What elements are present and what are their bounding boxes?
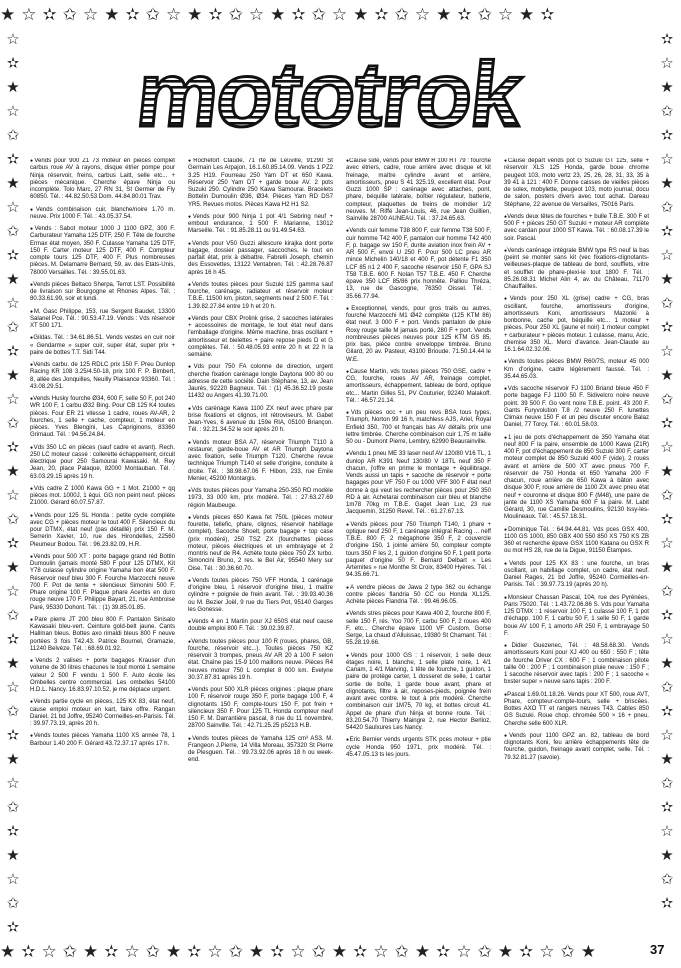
classified-ad: ● Vds pièces occ + un peu revs BSA tous types, Triumph, Norton 99 16 h, matchless AJS, Ariel, Royal Enfield 350, 700 et français bas AV détails prix une lettre timbrée. Cherche combinaison cuir 1,75 m taille 50 ou - Dumont Pierre, Lembry, 62990 Beaurainville. [346,410,491,446]
classified-ad: ● Pascal 1.69.01.18.26. Vends pour XT 500, roue AVT, Phare, compteur-compte-tours, selle + briscées. Bottes AXO TT et rangers neuves T43. Cables 850 GS Suzuki. Roue chop. chromée 500 × 16 + pneu. Cherche selle 600 XLR. [504,692,649,728]
classified-ad: ● Vends combinaison cuir, blanche/noire 1,70 m. neuve. Prix 1000 F. Tél. : 43.05.37.54. [30,207,175,222]
classified-ad: ● Vds carénage Kawa 1100 ZX neuf avec phare par brise fixations et clignos, int rétroviseurs. M. Gabet Jean-Yves, 6 avenue du 159e RIA, 05100 Briançon. Tél. : 92.21.34.52 le soir après 20 h. [188,406,333,435]
classified-ad: ● Vends pour 900 Z1 73 moteur en pièces complet carbus roue AV à rayons, disque étrier pompe pour Ninja réservoir, freins, carbus Laitt, selle etc... + pièces mécanique. Cherche épave Ninja ou incomplète. Tolo Marc, 27 RN 31, St Germer de Fly 60850. Tél. : 44.82.50.53 Dom. 44.84.80.01 Trav. [30,158,175,202]
classified-ad: ● Vends pour 500 XT : porte bagage grand réd Bottin Dumoulin (jamais monté 580 F pour 125 DTMX, Kit Y78 culasse cylindre origine Yamaha bon état 500 F. Réservoir neuf bleu 300 F. Fourche Marzocchi neuve 700 F. Pot de tente + silencieux Simonini 500 F. Phare origine 100 F. Plaque phare Acerbis en duro rouge neuve 170 F. Philippe Bayart, 21, rue Ambroise Paré, 95330 Dohont. Tél. : (1) 39.85.01.85. [30,554,175,612]
classified-ads-columns [30,158,650,928]
classified-ad: ● Vends toutes pièces Yamaha 1100 XS année 78, 1 Barbour 1.40 200 F. Gérard 43.72.37.17 après 17 h. [30,733,175,748]
classified-ad: ● Gildas. Tél. : 34.61.86.51. Vends vestes en cuir noir « Gendarme » super cuir, super état, super prix + paire de bottes T.T. Sidi T44. [30,335,175,357]
classified-ad: ● Vends stres pièces pour Kawa 400 Z, fourche 800 F, selle 150 F, rés. Yoo 700 F, carbu 500 F, 2 roues 400 F, etc... Cherche épave 1100 VF Custom. Gorse Serge, La chaud d'Alluissac, 19380 St Chamant. Tél. : 55.28.19.66. [346,611,491,647]
ads-column-1 [30,158,175,928]
star-border-bottom [0,935,681,968]
classified-ad: ● Pare pierre JT 200 bleu 800 F. Pantalon Sinisalo Kawasaki bleu-vert. Ceinture gold-belt jaune. Cants Hallman bleus. Bottes axo rimaldi bleus 800 F neuve portées 3 fois T42.43. Patrice Bournel, Gramazie, 11240 Belvèze. Tél. : 68.69.01.92. [30,617,175,653]
classified-ad: ● Vends Husky fourche Ø34, 600 F, selle 50 F, pot 240 WR 100 F, 1 carbu Ø32 Bing. Pour CB 125 K4 toutes pièces. Four ER 21 vitesse 1 cadre, roues AV-AR, 2 fourches, 1 selle + cache, compteur, 1 moteur en pièces. Yves Blengini, Les Capriginons, 83360 Grimaud. Tél. : 94.56.24.84. [30,396,175,440]
classified-ad: ● Vendu 1 pneu ME 33 laser neuf AV 120/80 V16 TL, 1 dunlop AR K391 Neuf 130/80 V 18TL neuf 350 F chacun, j'offre en prime le montage + équilibrage. Vends aussi un tapis + sacoche de réservoir + porte bagages pour VF 750 F ou 1000 VFF 300 F état neuf donne à qui veut les rechercher pièces pour 250 350 RD à air. Achetarai combinaison cuir bleu et blanche 1m78 70kg m T.B.E. Gaget Jean Luc, 23 rue Jacquemin, 31250 Revel. Tél. : 61.27.67.13. [346,451,491,516]
classified-ad: ● Vends carénage intégrale BMW type RS neuf la bas (peint se monter sans kit (vec fixations-clignotants-veilleuses-plaque de tableau de bord, soufflets, vitre et soufflet de phare-plexi-le tout 1800 F. Tél. : 85.26.08.31 Michel Alin 4, av. du Château, 71170 Chauffailles. [504,248,649,292]
classified-ad: ● Vends pour 1000 GS : 1 réservoir, 1 selle deux étages noire, 1 blanche, 1 selle plate noire, 1 4/1 Canam, 1 4/1 Marving, 1 tête de fourche, 1 guidon, 1 paire de protège carter, 1 dosseret de selle, 1 carter sortie de boîte, 1 garde boue avant, phare et clignotants, filtre à air, reposes-pieds, poignée frein avant avec contre. le tout à prix modéré. Cherche combinaison cuir 1M75, 70 kg, et bottes circuit 41. Appel de phare d'un Ninja et bonne route. Tél. : 83.20.54.70 Thierry Maingre 2, rue Hector Berlioz, 54420 Saulxures Les Nancy. [346,653,491,733]
star-border-bottom-glyphs: ★✫☆✩★✫☆✩★✫☆✩★✫☆✩★✫☆✩★✫☆✩★✫☆✩★ [0,942,603,961]
classified-ad: ● Eric Bernier vends urgents STK pces moteur + ptie cycle Honda 950 1971, prix modéré. Tél. : 45.47.05.13 ts les jours. [346,737,491,759]
classified-ad: ● Vends pièces Beltaco Sherpa, Terrot LST. Possibilité de livraison sur Bourgogne et Rhones Alpes. Tél. : 80.33.61.99, soir et lundi. [30,282,175,304]
classified-ad: ● Cause side, vends pour BMW R 100 RT 79 : fourche avec étriers, cadre, roue arrière avec disque et kit freinage, maître cylindre avant et arrière, amortisseurs, pneu S 41 325.19, excellent état. Pour Guzzi 1000 SP : carénage avec attaches, pont, phare, béquille latérale, boîtier régulateur, batterie, compteur, plaquettes de freins de moindier 1/2 neuves. M. Riffé Jean-Louis, 46, rue Jean Guillien, Sainville 28700 AUNEAU. Tél. : 37.24.65.63. [346,158,491,223]
classified-ad: ● Vends 2 valises + porte bagages Krauser d'un volume de 30 litres chacunes le tout monté 1 semaine valeur 2 500 F vendu 1 500 F. Auto école les Ombelles centre commercial. Les ombelles 54100 H.D.L. Nancy. 16.83.97.10.52, je me déplace urgent. [30,658,175,694]
page-number: 37 [650,942,665,957]
ads-column-4 [504,158,649,928]
classified-ad: ● Vends pour 900 Ninja 1 pot 4/1 Sebring neuf + embout endurance, 1 500 F. Marianne, 13012 Marseille. Tél. : 91.85.28.11 ou 91.49.54.63. [188,214,333,236]
classified-ad: ● A vendre pièces de Jawa 2 type 362 ou échange contre pièces flandria 50 CC ou Honda XL125. Achète pièces Flandria Tél. : 99.46.96.05. [346,585,491,607]
classified-ad: ● Vends pour 125 SL Honda : petite cycle complète avec CG + pièces moteur le tout 400 F. Silencieux du pour DTMX, état neuf (pas détaillé) prix 150 F. M. Serrerin Xavier, 10, rue des Hirondelles, 22560 Pleumeur Bodou. Tél. : 96.23.82.09, H.R. [30,513,175,549]
classified-ad: ● Vends toutes pièces pour 100 R (roues, phares, GB, fourche, réservoir etc...). Toutes pièces 750 KZ réservoir 3 trompes, pneus AV AR 20 à 100 F selon état. Chaîne pas 15-9 100 maillons neuve. Pièces R4 neuves moteur 750 L complet 8 000 km. Evelyne 30.37.87.81 après 19 h. [188,639,333,683]
classified-ad: ● Vends moteur BSA A7, réservoir Triumph T110 à restaurer, garde-boue AV et AR Triumph Daytona avec fixation, selle Triumph T120. Cherche revue technique Triumph T140 et selle d'origine, conduite à droite. Tél. : 38.98.67.06 F. Hibon, 233, rue Emile Menier, 45200 Montargis. [188,440,333,484]
classified-ad: ● Exceptionnel, vends, pour gros trails ou autres, fourche Marzocchi M1 Ø42 complète (125 KTM 86) état neuf. 3 000 F + port. Vends pantalon de pluie Roxy rouge taille M jamais porté, 280 F + port. Vends nombreuses pièces neuves pour 125 KTM GS 85, prix bas, pièce contre enveloppe timbrée. Bruno Gilard, 20 av. Pasteur, 43100 Brioude. 71.50.14.44 le W.E. [346,306,491,364]
classified-ad: ● Vends pour 500 XLR pièces origines : plaque phare 100 F, réservoir rouge 350 F, porte bagage 100 F, 4 clignotants 150 F, compte-tours 150 F, pot frein + silencieux 350 F. Pour 125 TL Honda compteur neuf 150 F. M. Darrantiére pascal, 8 rue du 11 novembre, 28700 Sainville. Tél. : 42.71.25.25 p5213 H.B. [188,687,333,731]
classified-ad: ● Vds cadre Z 1000 Kawa GG + 1 Mot. Z1000 + qq pièces mot. 1000J, 1 équi. GG non peint neuf. pièces Z1000. Gérard 60.07.57.87. [30,486,175,508]
classified-ad: ● Vends cuir femme T38 800 F, cuir femme T38 500 F, cuir homme T42 400 F, pantalon cuir homme T42 400 F, p. bagage sw 150 F, durite aviation inox frein AV + AR 500 F, envoi U 250 F. Pour 500 LC pneu AR mince Michelin 140/18 et 400 F, pot détente F1 350 LCF 85 n1 2 400 F, sacoche réservoir 150 F, GPA SJ T58 T.B.E. 600 F. Nolan T57 T.B.E. 450 F. Cherche épave 350 LCF 85/86 prix honnête. Palliou Thréza, 13, rue de Gascogne, 76350 Oissel. Tél. : 35.66.77.94. [346,228,491,301]
classified-ad: ● Monsieur Chassan Pascal, 104, rue des Pyrénées, Paris 75020. Tél. : 1.43.72.06.86 S. Vds pour Yamaha 125 DTMX : 1 réservoir 100 F, 1 culasse 100 F, 1 pot d'échapp. 100 F, 1 carbu 50 F, 1 selle 50 F, 1 garde boue AV 100 F, 1 amorto AR 250 F, 1 embrayage 50 F. [504,595,649,639]
star-border-right [656,28,678,934]
logo-wordmark: mototrok [131,42,526,146]
classified-ad: ● M. Gasc Philippe, 153, rue Sergent Baudet, 13300 Salanel Pce. Tél. : 90.53.47.19. Vends : Vds réservoir XT 500 171. [30,309,175,331]
mototrok-logo [120,32,570,147]
classified-ad: ● Vends pour CBX Prolink grise, 2 sacoches latérales + accessoires de montage, le tout état neuf dans l'emballage d'origine. Même machine, bras oscillant + amortisseur et bielettes + paire repose pieds D et G complètes. Tél. : 50.48.05.93 entre 20 h et 22 h la semaine. [188,316,333,360]
classified-ad: ● Vends 4 en 1 Martin pour XJ 650S état neuf cause double emploi 800 F. Tél. : 39.02.39.87. [188,619,333,634]
star-border-right-glyphs: ✫ ☆ ★ ✩ ✫ ☆ ★ ✩ ✫ ☆ ★ ✩ ✫ ☆ ★ ✩ ✫ ☆ ★ ✩ ✫ ☆ ★ ✩ ✫ ☆ ★ ✩ ✫ ☆ ★ ✩ ✫ ☆ ★ ✩ ✫ [660,31,674,912]
ads-column-2 [188,158,333,928]
classified-ad: ● Vds toutes pièces pour Yamaha 250-350 RD modèle 1973, 33 000 km, prix modéré. Tél. : 27.63.27.69 région Maubeuge. [188,488,333,510]
classified-ad: ● Vends toutes pièces BMW R60/7S, moteur 45 000 Km d'origine, cadre légèrement faussé. Tél. : 35.44.65.03. [504,359,649,381]
classified-ad: ● Vends pour 1100 GPZ an. 82, tableau de bord clignotants Koni, feu arrière échappements tête de fourche, guidon, freinage avant complet, selle. Tél. : 79.32.81.27 (savoie). [504,733,649,762]
classified-ad: ● Cause Martin, vds toutes pièces 750 GSE, cadre + CG, fourche, roues AV AR, freinage complet, amortisseurs, échappement, tableau de bord, optique etc... Martin Gilles 51, PV Couturier, 92240 Malakoff. Tél. : 46.57.21.14. [346,369,491,405]
star-border-top-glyphs: ★☆✫✩☆★✫✩☆★✫✩☆★✫✩☆★✫✩☆★✫✩☆★✫ [0,5,561,24]
classified-ad: ● Didier Guezenec, Tél. : 48.58.68.30. Vends amortisseurs Koni pour XJ 400 ou 650 : 550 F ; tête de fourche Driver CX : 600 F ; 1 combinaison pilote taille 00 : 200 F ; 1 combinaison pluie neuve : 150 F ; 1 sacoche réservoir avec tapis : 200 F ; 1 sacoche « bxster super » neuve sans tapis : 200 F. [504,643,649,687]
mototrok-logo-graphic [120,32,570,147]
classified-ad: ● Vends deux têtes de fourches + bulle T.B.E. 300 F et 500 F + pièces 250 GT Suzuki + moteur AR complète avec cardan pour 1000 ST Kawa. Tél. : 60.08.17.39 le soir. Pascal. [504,214,649,243]
classified-ad: ● Dominique Tél. : 64.94.44.81. Vds pces GSX 400, 1100 GS 1000, 850 GBX 400 550 850 XS 750 KS ZB 360 et recherche épave GSX 1100 Katana ou GSX R ou mot HS 28, rue de la Digue, 91150 Étampes. [504,527,649,556]
classified-ad: ● Vends toutes pièces 750 VFF Honda, 1 carénage d'origine bleu, 1 réservoir d'origine bleu, 1 maître cylindre + poignée de frein avant. Tél. : 39.93.40.36 ou M. Bezier Joël, 9 rue du Tiers Pot, 95140 Garges les Gonesse. [188,578,333,614]
classified-ad: ● Vends carbu. de 125 RDLC prix 150 F. Preu Dunlop Racing KR 108 3.25/4.50-18, prix 100 F. P. Bimbert, 8, allée des Jonquilles, Neuilly Plaisance 93360. Tél. : 43.08.29.51. [30,362,175,391]
classified-ad: ● Vds sacoche réservoir FJ 1100 Briand bleue 450 F porte bagage FJ 1100 50 F. Sidivelcro noire neuve point. 39 500 F. Go vent noire T.B.E. point. 43 200 F. Gants Furyvolution T.8 /2 neuve 250 F. lunettes Climax neuve 150 F et un peu discuter encore Balaz Daniel, 77 Torcy. Tél. : 60.01.58.03. [504,386,649,430]
classified-ad: ● 1 jeu de pots d'échappement de 350 Yamaha état neuf 800 F la paire, ensemble de 1000 Kawa (Z1R) 400 F, pot d'échappement de 850 Suzuki 300 F, carter moteur complet de 850 Suzuki 400 F (vide), 2 roues avant et arrière de 500 XT avec pneus 700 F, réservoir de 750 Honda et 650 Yamaha 200 F chacun, roue arrière de 650 Kawa à bâton avec disque 300 F, roue arrière de 1100 ZX avec pneu état neuf + couronne et disque 800 F (M48), une paire de jante de 1100 XS Yamaha 600 F la paire. M. Labit Gérard, 30, rue Camille Desmoulins, 92130 Issy-les-Moulineaux. Tél. : 45.57.18.31. [504,435,649,522]
mototrok-logo-svg [120,32,570,147]
classified-ad: ● Vends pour 250 XL (grise) cadre + CG, bras oscillant, fourche, amortisseurs d'origine, amortisseurs Koni, amortisseurs Mazonki à bonbonne, cache pot, béquille etc... 1 moteur + pièces. Pour 250 XL (jaune et noir) 1 moteur complet + carburateur + pièces moteur. 1 culasse, manu, Acic, chemise 350 XL. Merci d'avance. Jean-Claude au 16.1.64.02.32.06. [504,296,649,354]
star-border-top [0,0,681,30]
classified-ad: ● Vends toutes pièces de Yamaha 125 cm³ AS3. M. Frangeon J.Pierre, 14 Villa Moreau, 357320 St Pierre de Plesguen. Tél. : 99.73.92.06 après 18 h ou week-end. [188,736,333,765]
classified-ad: ● Vends partie cycle en pièces, 125 KX 83, état neuf, cause emploi moteur en kart, faire offre. Rangan Daniel, 21 bd Joffre, 95240 Cormeilles-en-Parisis. Tél. : 39.97.73.19, après 20 h. [30,699,175,728]
classified-ad: ● Vends pièces 650 Kawa fet 750L (pièces moteur fourette, tellefic, phare, clignos, réservoir habillage complet). Sacoche Shoelt, porte bagage + top case (prix modéré), 250 TSZ ZX (fourchettes pièces moteur, pièces électriques et un embrayage et 2 montris neuf de R4. Achète toute pièce 750 ZX turbo. Simoncini Bruno, 2 res. le Bel Air, 95540 Mery sur Oise. Tél. : 30.36.60.70. [188,515,333,573]
classified-ad: ● Vends toutes pièces pour Suzuki 125 gamma sauf fourche, carénage, radiateur et réservoir moteur T.B.E. 11500 km, piston, segments neuf 2 500 F. Tél. : 1.39.82.27.84 entre 19 h et 20 h. [188,282,333,311]
classified-ad: ● Vends : Sabot moteur 1000 J 1100 GPZ, 300 F. Carburateur Yamaha 125 DTF, 250 F. Tête de fourche Ermax état moyen, 350 F. Culasse Yamaha 125 DTF, 150 F. Carter moteur 125 DTF, 400 F. Compteur compte tours 125 DTF, 400 F. Plus nombreuses pièces. M. Delamarre Bernard, 59, av. des Etats-Unis, 78000 Versailles. Tél. : 39.55.01.63. [30,226,175,277]
ads-column-3 [346,158,491,928]
classified-ad: ● Cause départ vends pot G Suzuki GT 125, selle + réservoir XLS 125 Honda, garde boue chrome peugeot 103, moto vertz 23, 25, 26, 28, 31, 33, 35 à 39 41 à 121 : 400 F. Donne caisses de vieilles pièces de solex, mobylette, peugeot 103, moto journal, docu de salon, posters divers avec tout achat. Dareau Stéphane, 22 avenue de Versailles, 75016 Paris. [504,158,649,209]
classified-ad: ● Rochefort Claude, 71 rte de Leuville, 91290 St Germain Les Arpajon, 16.1.60.85.14.09. Vends 1 PZ2 3.25 H19. Fourreau 250 Yam DT et 650 Kawa. Réservoir 250 Yam DT + garde boue AV. 2 pots Suzuki 250. Cylindre 250 Kawa Samourai. Bracelets Bottelin Dumoulin Ø36, Ø34. Pièces Yam RD DS7 YR5. Revues motos. Pièces Kawa H2 H1 S2. [188,158,333,209]
classified-ad: ● Vends pour 125 KX 83 : une fourche, un bras oscillant, un habillage complet, un cadre, état neuf. Daniel Rages, 21 bd Joffre, 95240 Cormeilles-en-Parisis. Tél. : 39.97.73.19 (après 20 h). [504,561,649,590]
classified-ad: ● Vends pour V50 Guzzi allescure kirajka dont porte bagage, dossier passager, saccoches, le tout en parfait état, prix à débattre. Fabrelli Joseph, chemin des Essovettes, 13122 Ventabren. Tél. : 42.28.76.87 après 16 h 45. [188,241,333,277]
classified-ad: ● Vds 350 LC en pièces (sauf cadre et avant). Rech. 250 LC moteur cassé : collerette échappement, circuit électrique pour 250 Samourai Kawasaki. M. Rey Jean, 20, place Palaque, 82000 Montauban. Tél. : 63.03.29.15 après 19 h. [30,445,175,481]
star-border-left-glyphs: ☆ ✫ ★ ☆ ✩ ✫ ★ ☆ ✩ ✫ ★ ☆ ✩ ✫ ★ ☆ ✩ ✫ ★ ☆ ✩ ✫ ★ ☆ ✩ ✫ ★ ☆ ✩ ✫ ★ ☆ ✩ ✫ ★ ☆ ✩ ✫ [6,31,20,934]
star-border-left [2,28,24,934]
classified-ad: ● Vds pour 750 FA colonne de direction, urgent cherche fixation carénage longle Daytona 900 80 ou adresse de cette société. Dain Stéphane, 13, av. Jean Jaurès, 92220 Bagneux. Tél. : (1) 45.36.52.19 poste 11432 ou Angers 41.39.71.00. [188,364,333,400]
classified-ad: ● Vends pièces pour 750 Triumph T140, 1 phare + optique neuf 250 F, 1 carénage intégral Racing ... neff T.B.E. 800 F, 2 mégaphone 350 F, 2 couvercle d'origine 150, 1 jointe arrière 50, compteur compte tours 350 F les 2, 1 guidon d'origine 50 F, 1 petit porte paquet d'origine 50 F. Bernard Delbart « Les Artemites » rue Monthe St Croix, 83400 Hyères. Tél. : 94.35.66.71. [346,522,491,580]
